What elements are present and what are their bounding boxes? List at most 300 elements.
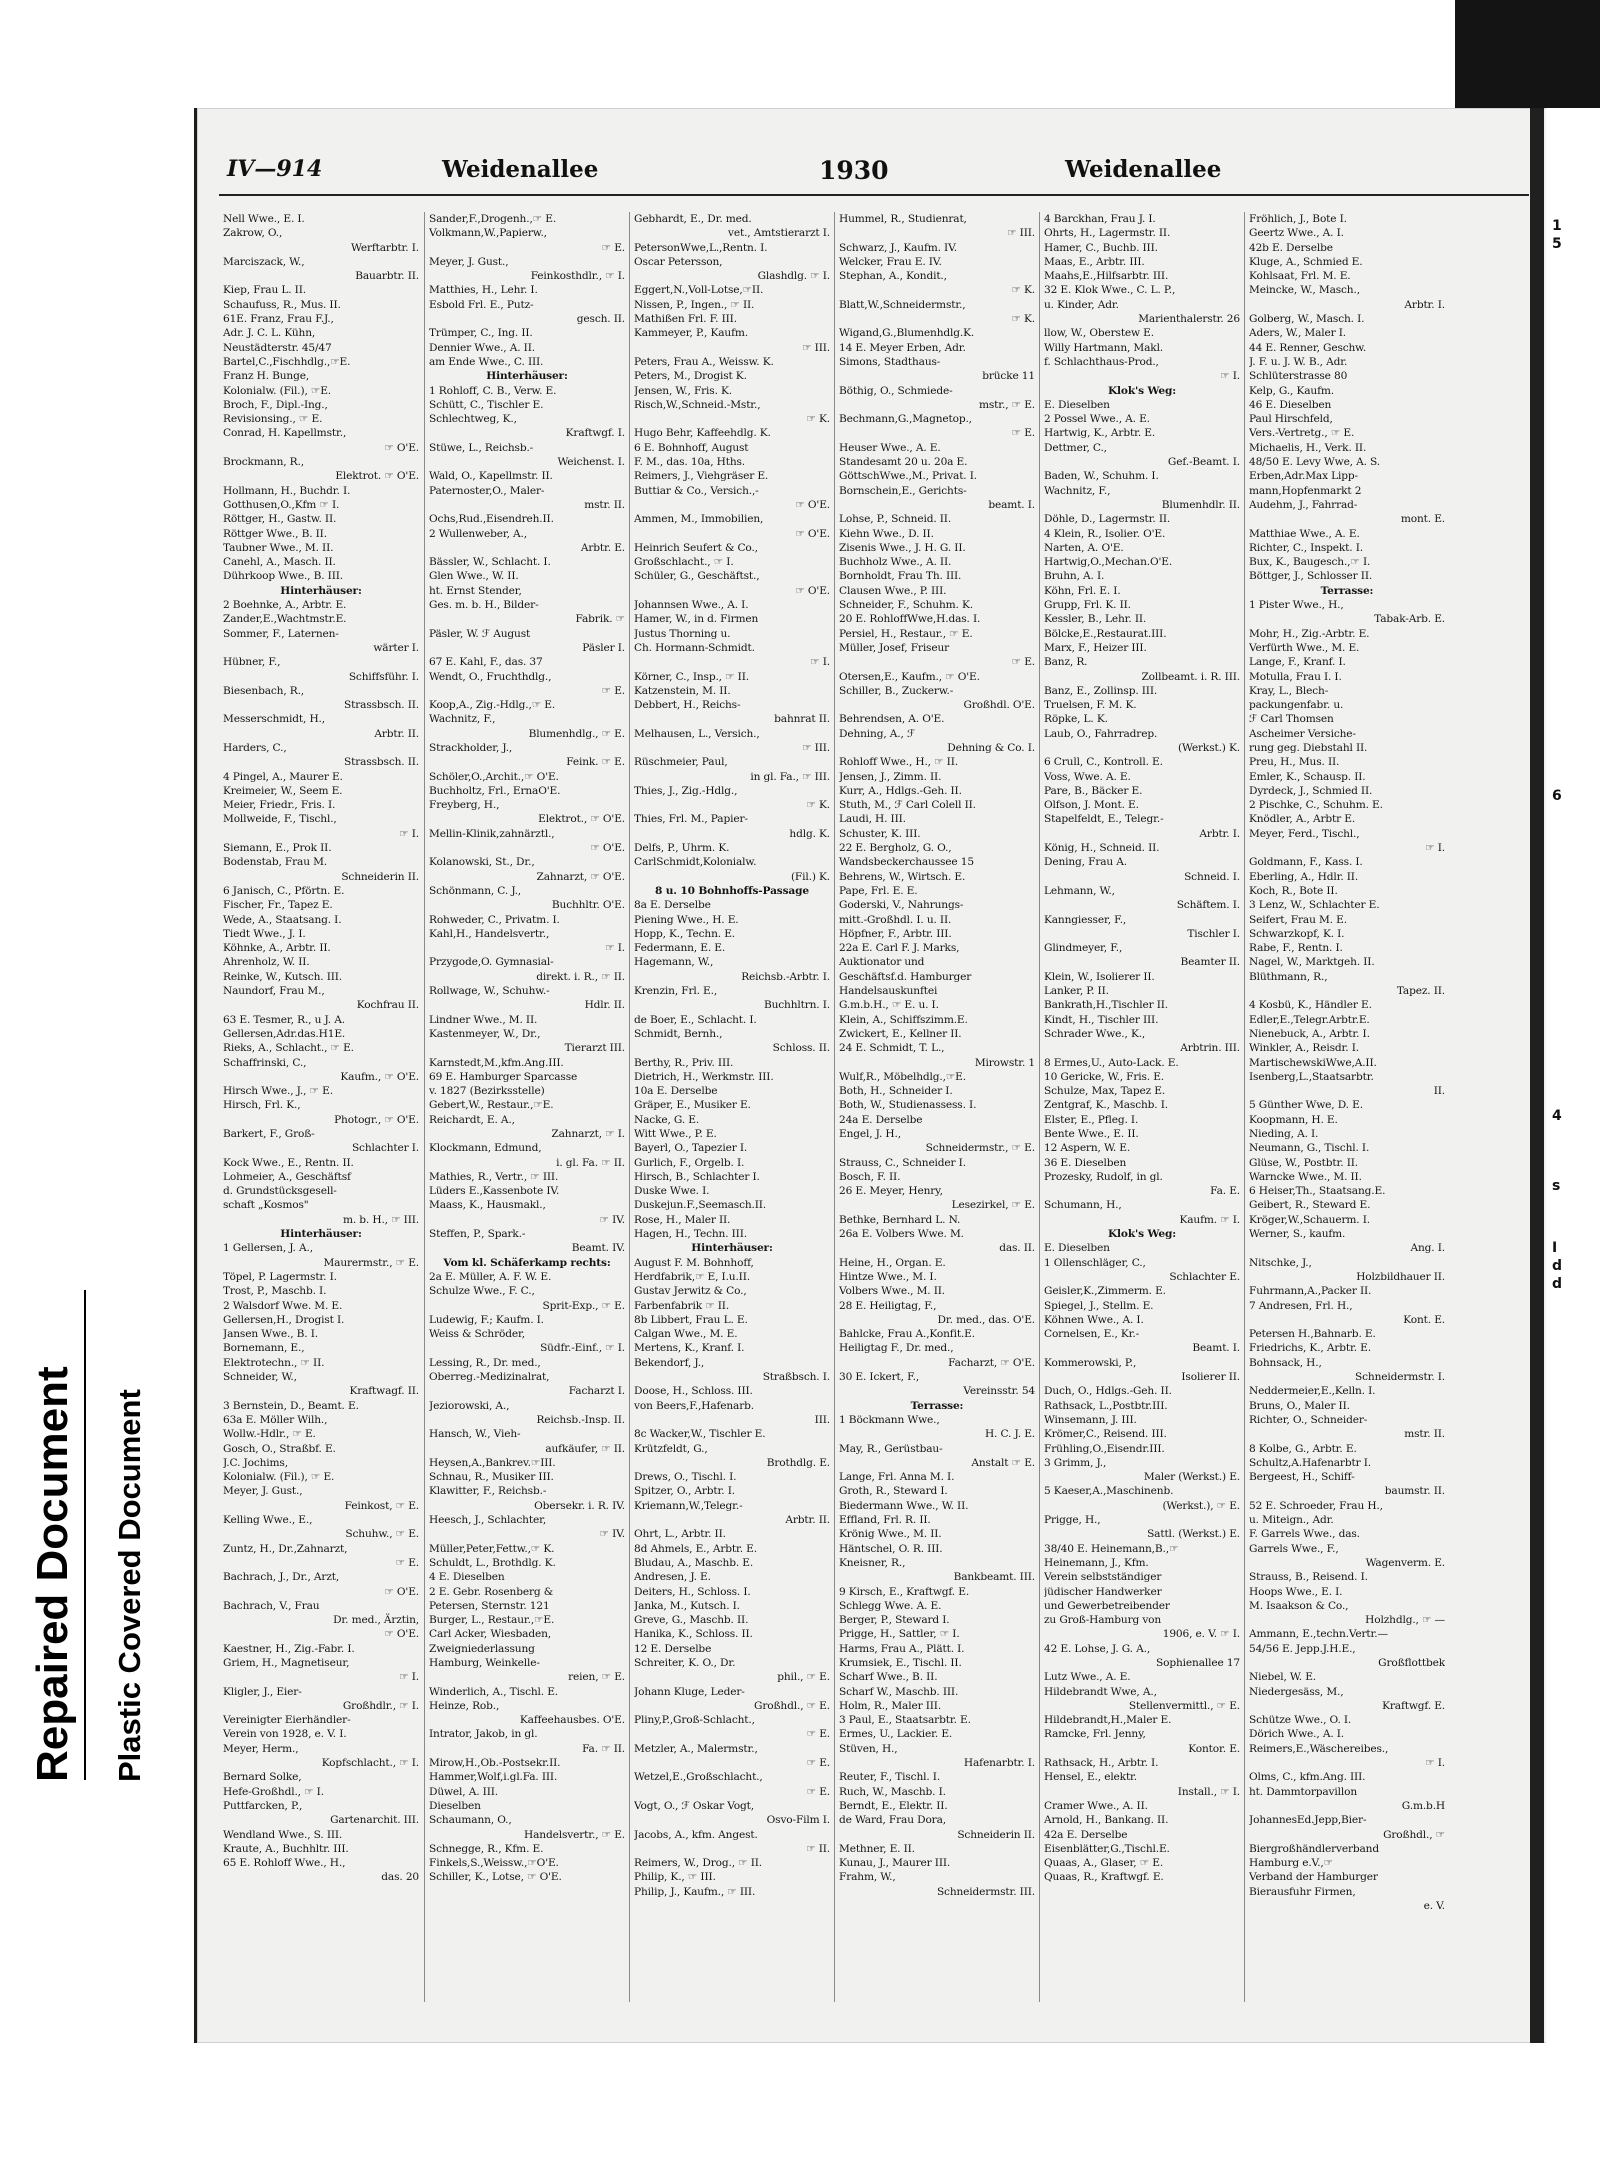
directory-entry-line: direkt. i. R., ☞ II. (536, 970, 625, 983)
directory-entry-line: 44 E. Renner, Geschw. (1249, 341, 1367, 354)
directory-entry-line: Herdfabrik,☞ E, I.u.II. (634, 1270, 750, 1283)
directory-entry-line: Petersen H.,Bahnarb. E. (1249, 1328, 1376, 1341)
directory-entry-line: Calgan Wwe., M. E. (634, 1328, 738, 1341)
directory-entry-line: Neumann, G., Tischl. I. (1249, 1142, 1370, 1155)
directory-entry-line: Peters, Frau A., Weissw. K. (634, 355, 774, 368)
directory-entry-line: Heesch, J., Schlachter, (429, 1514, 547, 1527)
directory-entry-line: Hirsch Wwe., J., ☞ E. (223, 1085, 333, 1098)
directory-entry-line: Franz H. Bunge, (223, 370, 310, 383)
directory-entry-line: Rabe, F., Rentn. I. (1249, 942, 1343, 955)
directory-entry-line: 8d Ahmels, E., Arbtr. E. (634, 1542, 757, 1555)
directory-entry-line: Ammen, M., Immobilien, (634, 513, 764, 526)
directory-entry-line: Heinze, Rob., (429, 1699, 500, 1712)
directory-entry-line: Zentgraf, K., Maschb. I. (1044, 1099, 1168, 1112)
directory-entry-line: Meyer, Herm., (223, 1742, 299, 1755)
directory-entry-line: Kock Wwe., E., Rentn. II. (223, 1156, 354, 1169)
directory-entry-line: Schiller, B., Zuckerw.- (839, 684, 954, 697)
directory-entry-line: baumstr. II. (1384, 1485, 1445, 1498)
directory-entry-line: llow, W., Oberstew E. (1044, 327, 1154, 340)
directory-entry-line: Schulze, Max, Tapez E. (1044, 1085, 1166, 1098)
spine-mark: 1 (1552, 218, 1562, 234)
directory-entry-line: Mollweide, F., Tischl., (223, 813, 337, 826)
directory-entry-line: Blumenhdlg., ☞ E. (528, 727, 625, 740)
directory-entry-line: Bruhn, A. I. (1044, 570, 1105, 583)
directory-entry-line: Kneisner, R., (839, 1556, 906, 1569)
directory-entry-line: 61E. Franz, Frau F.J., (223, 313, 334, 326)
directory-entry-line: ☞ K. (806, 799, 830, 812)
directory-entry-line: Schäftem. I. (1176, 899, 1240, 912)
directory-entry-line: ☞ E. (601, 241, 625, 254)
directory-entry-line: 8 Kolbe, G., Arbtr. E. (1249, 1442, 1357, 1455)
directory-entry-line: Hollmann, H., Buchdr. I. (223, 484, 351, 497)
directory-entry-line: Koch, R., Bote II. (1249, 884, 1338, 897)
directory-entry-line: Gräper, E., Musiker E. (634, 1099, 751, 1112)
directory-entry-line: Arbtr. II. (785, 1514, 830, 1527)
directory-entry-line: Großschlacht., ☞ I. (634, 556, 734, 569)
directory-entry-line: 2 Pischke, C., Schuhm. E. (1249, 799, 1383, 812)
directory-entry-line: Handelsvertr., ☞ E. (524, 1828, 625, 1841)
directory-entry-line: 1 Ollenschläger, C., (1044, 1256, 1146, 1269)
directory-column-1 (223, 212, 419, 2002)
directory-entry-line: Strackholder, J., (429, 741, 513, 754)
directory-entry-line: Hamer, W., in d. Firmen (634, 613, 759, 626)
directory-entry-line: Harders, C., (223, 741, 287, 754)
directory-entry-line: Strassbsch. II. (344, 699, 419, 712)
directory-entry-line: Bässler, W., Schlacht. I. (429, 556, 551, 569)
directory-entry-line: Großhdl., ☞ E. (754, 1699, 830, 1712)
directory-entry-line: Wigand,G.,Blumenhdlg.K. (839, 327, 975, 340)
directory-entry-line: Kolonialw. (Fil.), ☞ E. (223, 1471, 335, 1484)
directory-entry-line: F. M., das. 10a, Hths. (634, 456, 746, 469)
directory-entry-line: 48/50 E. Levy Wwe, A. S. (1249, 456, 1380, 469)
directory-entry-line: 36 E. Dieselben (1044, 1156, 1127, 1169)
directory-entry-line: Bahlcke, Frau A.,Konfit.E. (839, 1328, 975, 1341)
directory-entry-line: Schönmann, C. J., (429, 884, 522, 897)
directory-entry-line: Oberreg.-Medizinalrat, (429, 1371, 550, 1384)
directory-entry-line: 22a E. Carl F. J. Marks, (839, 942, 960, 955)
directory-entry-line: Simons, Stadthaus- (839, 355, 941, 368)
directory-entry-line: Lutz Wwe., A. E. (1044, 1671, 1131, 1684)
directory-entry-line: Reichsb.-Insp. II. (536, 1413, 625, 1426)
directory-entry-line: e. V. (1423, 1900, 1445, 1913)
directory-entry-line: 1 Rohloff, C. B., Verw. E. (429, 384, 557, 397)
directory-entry-line: Hensel, E., elektr. (1044, 1771, 1138, 1784)
directory-entry-line: Risch,W.,Schneid.-Mstr., (634, 398, 761, 411)
directory-entry-line: Holzbildhauer II. (1356, 1270, 1445, 1283)
directory-entry-line: Bernard Solke, (223, 1771, 302, 1784)
directory-entry-line: Hummel, R., Studienrat, (839, 213, 967, 225)
directory-entry-line: ☞ O'E. (384, 441, 419, 454)
directory-entry-line: reien, ☞ E. (568, 1671, 625, 1684)
directory-entry-line: Hartwig,O.,Mechan.O'E. (1044, 556, 1173, 569)
directory-entry-line: ☞ E. (806, 1728, 830, 1741)
directory-entry-line: Rathsack, H., Arbtr. I. (1044, 1757, 1159, 1770)
directory-columns (223, 212, 1533, 2002)
directory-entry-line: Piening Wwe., H. E. (634, 913, 739, 926)
directory-entry-line: 7 Andresen, Frl. H., (1249, 1299, 1353, 1312)
directory-entry-line: König, H., Schneid. II. (1044, 842, 1160, 855)
directory-entry-line: Rose, H., Maler II. (634, 1213, 731, 1226)
directory-entry-line: ☞ III. (1007, 227, 1035, 240)
directory-entry-line: Bethke, Bernhard L. N. (839, 1213, 961, 1226)
directory-entry-line: Methner, E. II. (839, 1842, 915, 1855)
directory-entry-line: Metzler, A., Malermstr., (634, 1742, 758, 1755)
directory-entry-line: Trost, P., Maschb. I. (223, 1285, 327, 1298)
directory-entry-line: Willy Hartmann, Makl. (1044, 341, 1164, 354)
directory-entry-line: Klockmann, Edmund, (429, 1142, 542, 1155)
directory-entry-line: Reichsb.-Arbtr. I. (741, 970, 830, 983)
directory-entry-line: Krönig Wwe., M. II. (839, 1528, 942, 1541)
directory-entry-line: Vereinigter Eierhändler- (223, 1714, 351, 1727)
directory-entry-line: 32 E. Klok Wwe., C. L. P., (1044, 284, 1176, 297)
directory-entry-line: Glashdlg. ☞ I. (757, 270, 830, 283)
directory-entry-line: Kastenmeyer, W., Dr., (429, 1027, 541, 1040)
directory-entry-line: Harms, Frau A., Plätt. I. (839, 1642, 965, 1655)
directory-entry-line: Schaffrinski, C., (223, 1056, 307, 1069)
directory-entry-line: Dörich Wwe., A. I. (1249, 1728, 1345, 1741)
directory-entry-line: Meier, Friedr., Fris. I. (223, 799, 336, 812)
directory-entry-line: Kessler, B., Lehr. II. (1044, 613, 1147, 626)
directory-entry-line: Rieks, A., Schlacht., ☞ E. (223, 1042, 354, 1055)
directory-entry-line: Clausen Wwe., P. III. (839, 584, 947, 597)
directory-entry-line: Eggert,N.,Voll-Lotse,☞II. (634, 284, 764, 297)
directory-entry-line: Kanngiesser, F., (1044, 913, 1127, 926)
directory-entry-line: G.m.b.H., ☞ E. u. I. (839, 999, 939, 1012)
directory-entry-line: Bohnsack, H., (1249, 1356, 1322, 1369)
directory-entry-line: Motulla, Frau I. I. (1249, 670, 1342, 683)
directory-entry-line: u. Miteign., Adr. (1249, 1514, 1334, 1527)
directory-entry-line: Groth, R., Steward I. (839, 1485, 948, 1498)
directory-entry-line: Dietrich, H., Werkmstr. III. (634, 1070, 774, 1083)
directory-entry-line: Röpke, L. K. (1044, 713, 1108, 726)
directory-entry-line: mann,Hopfenmarkt 2 (1249, 484, 1362, 497)
directory-column-4 (839, 212, 1035, 2002)
directory-entry-line: Winsemann, J. III. (1044, 1413, 1137, 1426)
directory-entry-line: Mellin-Klinik,zahnärztl., (429, 827, 555, 840)
directory-entry-line: M. Isaakson & Co., (1249, 1599, 1349, 1612)
directory-entry-line: Goldmann, F., Kass. I. (1249, 856, 1363, 869)
directory-entry-line: Lindner Wwe., M. II. (429, 1013, 538, 1026)
directory-entry-line: 3 Bernstein, D., Beamt. E. (223, 1399, 359, 1412)
directory-entry-line: Dettmer, C., (1044, 441, 1107, 454)
directory-entry-line: Isenberg,L.,Staatsarbtr. (1249, 1070, 1374, 1083)
directory-entry-line: Glindmeyer, F., (1044, 942, 1123, 955)
directory-entry-line: 3 Lenz, W., Schlachter E. (1249, 899, 1380, 912)
directory-entry-line: Hamburg, Weinkelle- (429, 1656, 540, 1669)
directory-entry-line: Reuter, F., Tischl. I. (839, 1771, 941, 1784)
directory-entry-line: Prigge, H., (1044, 1514, 1101, 1527)
directory-entry-line: Narten, A. O'E. (1044, 541, 1124, 554)
directory-entry-line: Schiffsführ. I. (348, 670, 419, 683)
directory-entry-line: Gotthusen,O.,Kfm ☞ I. (223, 498, 340, 511)
directory-entry-line: Duskejun.F.,Seemasch.II. (634, 1199, 767, 1212)
directory-entry-line: Röttger, H., Gastw. II. (223, 513, 337, 526)
directory-entry-line: 3 Grimm, J., (1044, 1456, 1107, 1469)
directory-entry-line: ☞ O'E. (795, 527, 830, 540)
directory-entry-line: Broch, F., Dipl.-Ing., (223, 398, 328, 411)
directory-entry-line: 2 Wullenweber, A., (429, 527, 527, 540)
directory-entry-line: Kopfschlacht., ☞ I. (321, 1757, 419, 1770)
directory-entry-line: Terrasse: (1320, 584, 1374, 597)
directory-entry-line: Zahnarzt, ☞ I. (551, 1128, 625, 1140)
directory-entry-line: Kraftwgf. I. (565, 427, 625, 440)
directory-entry-line: Schaufuss, R., Mus. II. (223, 298, 341, 311)
spine-mark: d (1552, 1258, 1563, 1274)
directory-entry-line: Hansch, W., Vieh- (429, 1428, 521, 1441)
directory-entry-line: bahnrat II. (774, 713, 830, 726)
directory-entry-line: Wendt, O., Fruchthdlg., (429, 670, 552, 683)
directory-entry-line: mstr. II. (1404, 1428, 1445, 1441)
directory-entry-line: Kröger,W.,Schauerm. I. (1249, 1213, 1370, 1226)
directory-entry-line: vet., Amtstierarzt I. (728, 227, 830, 240)
directory-entry-line: Heysen,A.,Bankrev.☞III. (429, 1456, 556, 1469)
directory-entry-line: Bux, K., Baugesch.,☞ I. (1249, 556, 1371, 569)
directory-entry-line: Bornemann, E., (223, 1342, 305, 1355)
directory-entry-line: Paternoster,O., Maler- (429, 484, 545, 497)
directory-entry-line: de Boer, E., Schlacht. I. (634, 1013, 757, 1026)
directory-entry-line: 8c Wacker,W., Tischler E. (634, 1428, 766, 1441)
directory-entry-line: Dr. med., das. O'E. (937, 1313, 1035, 1326)
directory-entry-line: Großflottbek (1378, 1656, 1445, 1669)
directory-entry-line: Zander,E.,Wachtmstr.E. (223, 613, 347, 626)
directory-entry-line: Schneidermstr. I. (1355, 1371, 1445, 1384)
directory-entry-line: aufkäufer, ☞ II. (545, 1442, 625, 1455)
spine-mark: 5 (1552, 236, 1562, 252)
directory-entry-line: Bergeest, H., Schiff- (1249, 1471, 1355, 1484)
directory-entry-line: f. Schlachthaus-Prod., (1044, 355, 1159, 368)
directory-entry-line: Hinterhäuser: (691, 1242, 773, 1255)
spine-mark: 4 (1552, 1108, 1562, 1124)
directory-entry-line: Kriemann,W.,Telegr.- (634, 1499, 743, 1512)
directory-entry-line: Müller,Peter,Fettw.,☞ K. (429, 1542, 555, 1555)
directory-entry-line: Drews, O., Tischl. I. (634, 1471, 737, 1484)
directory-entry-line: Neustädterstr. 45/47 (223, 341, 332, 354)
directory-entry-line: mont. E. (1400, 513, 1445, 526)
directory-entry-line: Bankbeamt. III. (953, 1571, 1035, 1584)
directory-entry-line: Vers.-Vertretg., ☞ E. (1249, 427, 1355, 440)
directory-entry-line: Ramcke, Frl. Jenny, (1044, 1728, 1146, 1741)
directory-entry-line: Naundorf, Frau M., (223, 985, 325, 998)
directory-entry-line: Ang. I. (1410, 1242, 1445, 1255)
directory-entry-line: Sommer, F., Laternen- (223, 627, 339, 640)
directory-entry-line: Jansen Wwe., B. I. (223, 1328, 318, 1341)
directory-entry-line: Buchhltrn. I. (763, 999, 830, 1012)
directory-entry-line: CarlSchmidt,Kolonialw. (634, 856, 757, 869)
directory-entry-line: Schneiderin II. (341, 870, 419, 883)
directory-entry-line: Matthies, H., Lehr. I. (429, 284, 538, 297)
directory-entry-line: III. (814, 1413, 830, 1426)
directory-entry-line: Schneid. I. (1184, 870, 1240, 883)
directory-entry-line: Hammer,Wolf,i.gl.Fa. III. (429, 1771, 558, 1784)
directory-entry-line: Zuntz, H., Dr.,Zahnarzt, (223, 1542, 348, 1555)
directory-entry-line: 38/40 E. Heinemann,B.,☞ (1044, 1542, 1179, 1555)
directory-entry-line: Schmidt, Bernh., (634, 1027, 723, 1040)
directory-entry-line: Schneider, F., Schuhm. K. (839, 599, 973, 612)
directory-entry-line: 2 E. Gebr. Rosenberg & (429, 1585, 554, 1598)
directory-entry-line: Barkert, F., Groß- (223, 1128, 315, 1140)
directory-entry-line: Voss, Wwe. A. E. (1044, 770, 1131, 783)
directory-entry-line: 9 Kirsch, E., Kraftwgf. E. (839, 1585, 970, 1598)
directory-entry-line: Lehmann, W., (1044, 884, 1115, 897)
directory-entry-line: ☞ I. (1220, 370, 1240, 383)
directory-entry-line: ☞ IV. (599, 1213, 625, 1226)
directory-entry-line: 6 Heiser,Th., Staatsang.E. (1249, 1185, 1386, 1198)
directory-entry-line: Tischler I. (1187, 927, 1240, 940)
directory-entry-line: Sattl. (Werkst.) E. (1147, 1528, 1240, 1541)
directory-entry-line: Carl Acker, Wiesbaden, (429, 1628, 551, 1641)
directory-entry-line: Bornholdt, Frau Th. III. (839, 570, 962, 583)
directory-entry-line: Auktionator und (839, 956, 925, 969)
directory-entry-line: Dening, Frau A. (1044, 856, 1128, 869)
directory-entry-line: Heiligtag F., Dr. med., (839, 1342, 954, 1355)
directory-entry-line: Großhdl. O'E. (963, 699, 1035, 712)
directory-entry-line: Feinkost, ☞ E. (344, 1499, 419, 1512)
directory-entry-line: 1906, e. V. ☞ I. (1162, 1628, 1240, 1641)
page-header (219, 156, 1519, 192)
directory-entry-line: Ludewig, F.; Kaufm. I. (429, 1313, 544, 1326)
directory-entry-line: Gellersen,Adr.das.H1E. (223, 1027, 346, 1040)
directory-entry-line: Hagen, H., Techn. III. (634, 1228, 747, 1241)
directory-entry-line: Verband der Hamburger (1249, 1871, 1378, 1884)
directory-entry-line: ☞ O'E. (384, 1628, 419, 1641)
directory-entry-line: Ges. m. b. H., Bilder- (429, 599, 539, 612)
directory-entry-line: Zisenis Wwe., J. H. G. II. (839, 541, 966, 554)
directory-entry-line: Karnstedt,M.,kfm.Ang.III. (429, 1056, 564, 1069)
directory-entry-line: Mathißen Frl. F. III. (634, 313, 737, 326)
directory-entry-line: Prigge, H., Sattler, ☞ I. (839, 1628, 960, 1641)
directory-entry-line: Buchhltr. O'E. (551, 899, 625, 912)
directory-entry-line: 5 Kaeser,A.,Maschinenb. (1044, 1485, 1174, 1498)
directory-entry-line: Oscar Petersson, (634, 255, 723, 268)
directory-entry-line: Lanker, P. II. (1044, 985, 1109, 998)
directory-entry-line: Pliny,P.,Groß-Schlacht., (634, 1714, 755, 1727)
directory-entry-line: 6 E. Bohnhoff, August (634, 441, 749, 454)
directory-entry-line: Hinterhäuser: (486, 370, 568, 383)
directory-entry-line: Schütt, C., Tischler E. (429, 398, 544, 411)
street-title-right: Weidenallee (1065, 156, 1222, 183)
directory-entry-line: Bruns, O., Maler II. (1249, 1399, 1350, 1412)
directory-entry-line: Hartwig, K., Arbtr. E. (1044, 427, 1156, 440)
repaired-document-label: Repaired Document (28, 1366, 77, 1782)
directory-entry-line: Buchholtz, Frl., ErnaO'E. (429, 784, 561, 797)
directory-entry-line: Wandsbeckerchaussee 15 (839, 856, 974, 869)
directory-entry-line: ☞ K. (806, 413, 830, 426)
directory-entry-line: Päsler I. (582, 641, 625, 654)
directory-entry-line: Gebhardt, E., Dr. med. (634, 213, 752, 225)
directory-entry-line: Lessing, R., Dr. med., (429, 1356, 541, 1369)
directory-entry-line: (Werkst.), ☞ E. (1162, 1499, 1240, 1512)
directory-entry-line: Jensen, W., Fris. K. (634, 384, 732, 397)
directory-entry-line: Vereinsstr. 54 (963, 1385, 1035, 1398)
directory-entry-line: Banz, R. (1044, 656, 1088, 669)
directory-entry-line: ht. Dammtorpavillon (1249, 1785, 1358, 1798)
directory-entry-line: Both, W., Studienassess. I. (839, 1099, 977, 1112)
directory-entry-line: Kolanowski, St., Dr., (429, 856, 535, 869)
directory-entry-line: ☞ E. (601, 684, 625, 697)
directory-entry-line: 8 Ermes,U., Auto-Lack. E. (1044, 1056, 1179, 1069)
plastic-covered-label: Plastic Covered Document (112, 1389, 147, 1782)
directory-entry-line: 10a E. Derselbe (634, 1085, 718, 1098)
directory-entry-line: Blatt,W.,Schneidermstr., (839, 298, 966, 311)
directory-entry-line: Jacobs, A., kfm. Angest. (634, 1828, 758, 1841)
directory-entry-line: Maler (Werkst.) E. (1143, 1471, 1240, 1484)
directory-entry-line: Biergroßhändlerverband (1249, 1842, 1379, 1855)
directory-entry-line: Weichenst. I. (557, 456, 625, 469)
directory-entry-line: Both, H., Schneider I. (839, 1085, 953, 1098)
directory-entry-line: Verein von 1928, e. V. I. (223, 1728, 347, 1741)
directory-entry-line: Bludau, A., Maschb. E. (634, 1556, 754, 1569)
directory-entry-line: Stellenvermittl., ☞ E. (1128, 1699, 1240, 1712)
directory-entry-line: Werftarbtr. I. (350, 241, 419, 254)
directory-entry-line: H. C. J. E. (984, 1428, 1035, 1441)
directory-entry-line: 67 E. Kahl, F., das. 37 (429, 656, 543, 669)
directory-entry-line: 8a E. Derselbe (634, 899, 711, 912)
directory-entry-line: J.C. Jochims, (223, 1456, 288, 1469)
directory-entry-line: Krenzin, Frl. E., (634, 985, 718, 998)
directory-entry-line: 6 Crull, C., Kontroll. E. (1044, 756, 1163, 769)
directory-entry-line: 42 E. Lohse, J. G. A., (1044, 1642, 1151, 1655)
directory-entry-line: Terrasse: (910, 1399, 964, 1412)
directory-entry-line: Glen Wwe., W. II. (429, 570, 519, 583)
directory-entry-line: Melhausen, L., Versich., (634, 727, 760, 740)
directory-entry-line: 8b Libbert, Frau L. E. (634, 1313, 748, 1326)
directory-entry-line: Reichardt, E. A., (429, 1113, 515, 1126)
directory-entry-line: mstr., ☞ E. (978, 398, 1035, 411)
directory-entry-line: 42a E. Derselbe (1044, 1828, 1128, 1841)
directory-entry-line: 24a E. Derselbe (839, 1113, 923, 1126)
directory-entry-line: ☞ E. (806, 1785, 830, 1798)
directory-entry-line: Paul Hirschfeld, (1249, 413, 1333, 426)
directory-entry-line: Wachnitz, F., (1044, 484, 1111, 497)
directory-entry-line: Verein selbstständiger (1044, 1571, 1162, 1584)
directory-entry-line: Maahs,E.,Hilfsarbtr. III. (1044, 270, 1169, 283)
directory-entry-line: Reinke, W., Kutsch. III. (223, 970, 343, 983)
directory-entry-line: Finkels,S.,Weissw.,☞O'E. (429, 1857, 559, 1870)
directory-entry-line: Hagemann, W., (634, 956, 714, 969)
directory-entry-line: Tapez. II. (1396, 985, 1445, 998)
directory-entry-line: Marx, F., Heizer III. (1044, 641, 1147, 654)
directory-entry-line: Ch. Hormann-Schmidt. (634, 641, 755, 654)
directory-entry-line: Heine, H., Organ. E. (839, 1256, 946, 1269)
directory-entry-line: Kaestner, H., Zig.-Fabr. I. (223, 1642, 355, 1655)
directory-entry-line: Frahm, W., (839, 1871, 896, 1884)
directory-entry-line: Richter, C., Inspekt. I. (1249, 541, 1363, 554)
directory-entry-line: 2 Possel Wwe., A. E. (1044, 413, 1150, 426)
directory-entry-line: Dührkoop Wwe., B. III. (223, 570, 343, 583)
directory-entry-line: Reimers,E.,Wäschereibes., (1249, 1742, 1389, 1755)
directory-entry-line: rung geg. Diebstahl II. (1249, 741, 1368, 754)
directory-entry-line: Laudi, H. III. (839, 813, 906, 826)
directory-entry-line: Engel, J. H., (839, 1128, 901, 1140)
spine-mark: 6 (1552, 788, 1562, 804)
directory-entry-line: Bachrach, J., Dr., Arzt, (223, 1571, 340, 1584)
directory-entry-line: Strauss, B., Reisend. I. (1249, 1571, 1368, 1584)
directory-entry-line: Schütze Wwe., O. I. (1249, 1714, 1352, 1727)
directory-entry-line: Düwel, A. III. (429, 1785, 498, 1798)
directory-entry-line: Tabak-Arb. E. (1374, 613, 1445, 626)
directory-entry-line: Katzenstein, M. II. (634, 684, 731, 697)
directory-entry-line: (Werkst.) K. (1178, 741, 1240, 754)
directory-entry-line: Bodenstab, Frau M. (223, 856, 327, 869)
directory-entry-line: Arbtr. I. (1199, 827, 1240, 840)
directory-entry-line: Meyer, J. Gust., (429, 255, 509, 268)
directory-entry-line: 52 E. Schroeder, Frau H., (1249, 1499, 1383, 1512)
directory-entry-line: JohannesEd.Jepp,Bier- (1249, 1814, 1367, 1827)
directory-entry-line: Köhnke, A., Arbtr. II. (223, 942, 331, 955)
directory-entry-line: Meyer, Ferd., Tischl., (1249, 827, 1360, 840)
directory-entry-line: ☞ I. (810, 656, 830, 669)
directory-entry-line: Kray, L., Blech- (1249, 684, 1329, 697)
